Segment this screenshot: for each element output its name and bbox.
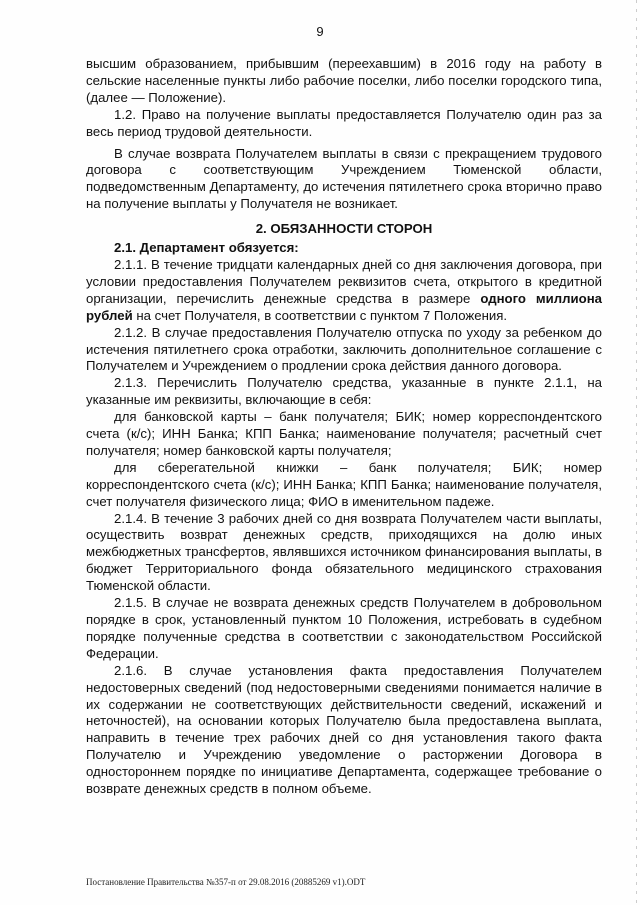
clause-2-1-2: 2.1.2. В случае предоставления Получателю отпуска по уходу за ребенком до истечения пятилетнего срока отработки, заключить дополнительное соглашение с Получателем и Учреждением о продлении срока действия данного договора. <box>86 324 602 374</box>
clause-2-1-1-amount: одного миллиона рублей <box>86 290 602 323</box>
clause-2-1-5: 2.1.5. В случае не возврата денежных средств Получателем в добровольном порядке в срок, установленный пунктом 10 Положения, истребовать в судебном порядке полученные средства в соответствии с законодательством Российской Федерации. <box>86 595 602 661</box>
clause-2-1-1 <box>86 257 602 325</box>
clause-2-1-3: 2.1.3. Перечислить Получателю средства, указанные в пункте 2.1.1, на указанные им реквизиты, включающие в себя: <box>86 375 602 408</box>
clause-2-1-6: 2.1.6. В случае установления факта предоставления Получателем недостоверных сведений (под недостоверными сведениями понимается наличие в их содержании не соответствующих действительности сведений, искажений и неточностей), на основании которых Получателю была предоставлена выплата, направить в течение трех рабочих дней со дня установления такого факта Получателю и Учреждению уведомление о расторжении Договора в одностороннем порядке по инициативе Департамента, содержащее требование о возврате денежных средств в полном объеме. <box>86 662 602 797</box>
document-footer: Постановление Правительства №357-п от 29.08.2016 (20885269 v1).ODT <box>86 877 366 887</box>
clause-2-1-1-text-before: 2.1.1. В течение тридцати календарных дней со дня заключения договора, при условии предоставления Получателем реквизитов счета, открытого в кредитной организации, перечислить денежные средства в размере <box>86 256 602 306</box>
paragraph-return-condition: В случае возврата Получателем выплаты в связи с прекращением трудового договора с соответствующим Учреждением Тюменской области, подведомственным Департаменту, до истечения пятилетнего срока вторично право на получение выплаты у Получателя не возникает. <box>86 145 602 212</box>
clause-2-1-3-bank-card: для банковской карты – банк получателя; БИК; номер корреспондентского счета (к/с); ИНН Банка; КПП Банка; наименование получателя; расчетный счет получателя; номер банковской карты получателя; <box>86 409 602 458</box>
clause-2-1-4: 2.1.4. В течение 3 рабочих дней со дня возврата Получателем части выплаты, осуществить возврат денежных средств, приходящихся на долю иных межбюджетных трансфертов, являвшихся источником финансирования выплаты, в бюджет Территориального фонда обязательного медицинского страхования Тюменской области. <box>86 510 602 594</box>
section-heading: 2. ОБЯЗАННОСТИ СТОРОН <box>255 221 433 237</box>
document-body <box>86 56 602 798</box>
clause-2-1-3-savings-book: для сберегательной книжки – банк получателя; БИК; номер корреспондентского счета (к/с); ИНН Банка; КПП Банка; наименование получателя, счет получателя физического лица; ФИО в именительном падеже. <box>86 459 602 509</box>
paragraph-1-2: 1.2. Право на получение выплаты предоставляется Получателю один раз за весь период трудовой деятельности. <box>86 106 602 139</box>
scan-edge <box>636 0 637 905</box>
page-number: 9 <box>316 24 324 39</box>
subsection-heading: 2.1. Департамент обязуется: <box>114 240 299 256</box>
clause-2-1-1-text-after: на счет Получателя, в соответствии с пунктом 7 Положения. <box>132 307 508 323</box>
paragraph-intro-continuation: высшим образованием, прибывшим (переехавшим) в 2016 году на работу в сельские населенные пункты либо рабочие поселки, либо поселки городского типа, (далее — Положение). <box>86 56 602 105</box>
